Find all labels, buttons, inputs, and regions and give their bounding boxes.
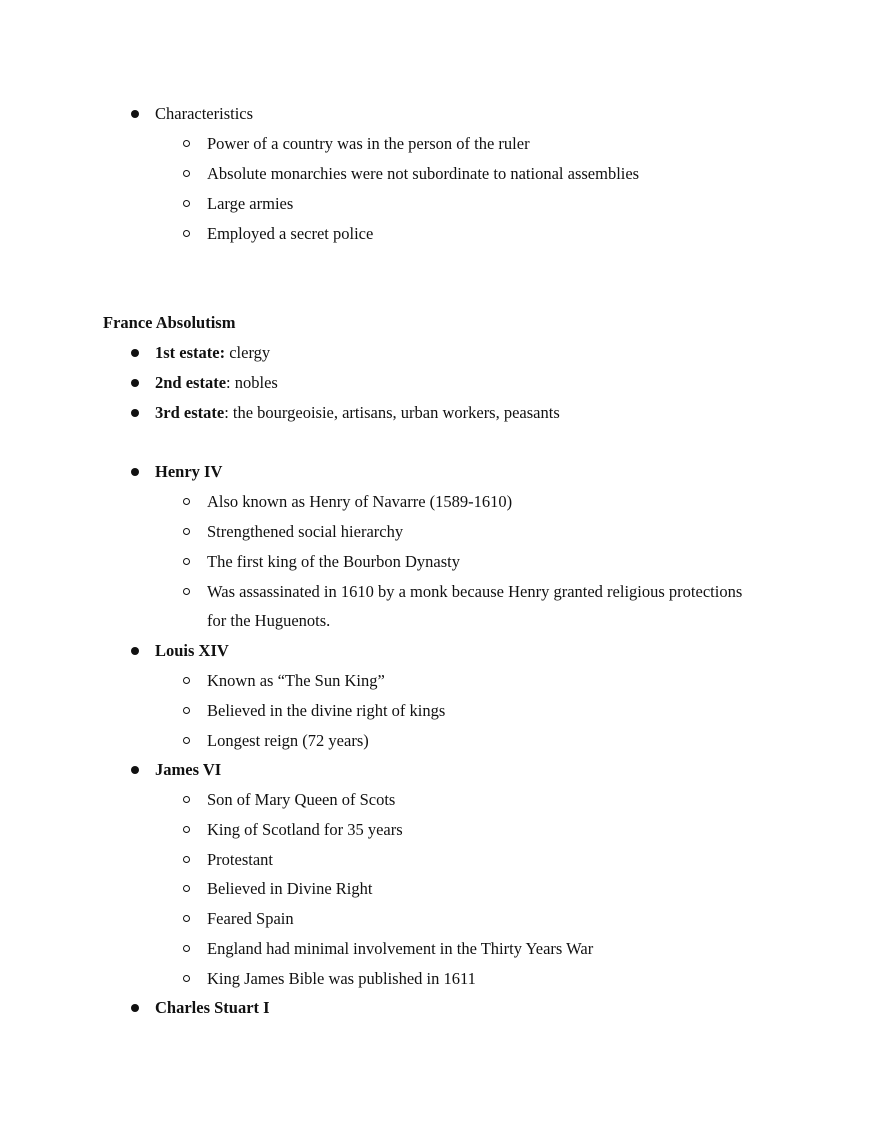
- list-item: Believed in the divine right of kings: [207, 701, 446, 720]
- ruler-name: Louis XIV: [155, 641, 229, 660]
- ruler-name: James VI: [155, 760, 222, 779]
- sub-bullet-icon: [183, 885, 190, 892]
- bullet-icon: [131, 379, 139, 387]
- bullet-icon: [131, 468, 139, 476]
- estate-term: 3rd estate: [155, 403, 225, 422]
- bullet-icon: [131, 110, 139, 118]
- list-item: Also known as Henry of Navarre (1589-1610): [207, 492, 513, 511]
- list-item: King James Bible was published in 1611: [207, 969, 476, 988]
- sub-bullet-icon: [183, 588, 190, 595]
- ruler-name: Charles Stuart I: [155, 998, 270, 1017]
- list-item: Large armies: [207, 194, 294, 213]
- bullet-icon: [131, 1004, 139, 1012]
- sub-bullet-icon: [183, 558, 190, 565]
- sub-bullet-icon: [183, 528, 190, 535]
- list-item: Absolute monarchies were not subordinate to national assemblies: [207, 164, 640, 183]
- list-item-estate: [155, 343, 270, 363]
- list-item: King of Scotland for 35 years: [207, 820, 403, 839]
- sub-bullet-icon: [183, 856, 190, 863]
- sub-bullet-icon: [183, 915, 190, 922]
- list-item-estate: [155, 373, 278, 393]
- bullet-icon: [131, 409, 139, 417]
- list-item: Believed in Divine Right: [207, 879, 373, 898]
- sub-bullet-icon: [183, 796, 190, 803]
- list-item: Power of a country was in the person of the ruler: [207, 134, 530, 153]
- sub-bullet-icon: [183, 140, 190, 147]
- sub-bullet-icon: [183, 170, 190, 177]
- estate-term: 1st estate:: [155, 343, 226, 362]
- list-item: England had minimal involvement in the Thirty Years War: [207, 939, 594, 958]
- list-item: Feared Spain: [207, 909, 294, 928]
- list-item: Son of Mary Queen of Scots: [207, 790, 396, 809]
- estate-desc: : the bourgeoisie, artisans, urban workers, peasants: [224, 403, 560, 422]
- sub-bullet-icon: [183, 826, 190, 833]
- characteristics-label: Characteristics: [155, 104, 254, 123]
- list-item: Protestant: [207, 850, 273, 869]
- section-heading: France Absolutism: [103, 313, 236, 332]
- list-item-continuation: for the Huguenots.: [207, 611, 331, 630]
- sub-bullet-icon: [183, 707, 190, 714]
- bullet-icon: [131, 349, 139, 357]
- bullet-icon: [131, 766, 139, 774]
- sub-bullet-icon: [183, 677, 190, 684]
- sub-bullet-icon: [183, 230, 190, 237]
- list-item: Known as “The Sun King”: [207, 671, 385, 690]
- sub-bullet-icon: [183, 737, 190, 744]
- list-item: The first king of the Bourbon Dynasty: [207, 552, 460, 571]
- estate-term: 2nd estate: [155, 373, 227, 392]
- list-item: Employed a secret police: [207, 224, 374, 243]
- list-item: Strengthened social hierarchy: [207, 522, 404, 541]
- sub-bullet-icon: [183, 200, 190, 207]
- estate-desc: : nobles: [226, 373, 278, 392]
- estate-desc: clergy: [225, 343, 271, 362]
- ruler-name: Henry IV: [155, 462, 223, 481]
- bullet-icon: [131, 647, 139, 655]
- sub-bullet-icon: [183, 498, 190, 505]
- sub-bullet-icon: [183, 975, 190, 982]
- list-item: Was assassinated in 1610 by a monk because Henry granted religious protections: [207, 582, 743, 601]
- list-item-estate: [155, 403, 560, 423]
- list-item: Longest reign (72 years): [207, 731, 369, 750]
- sub-bullet-icon: [183, 945, 190, 952]
